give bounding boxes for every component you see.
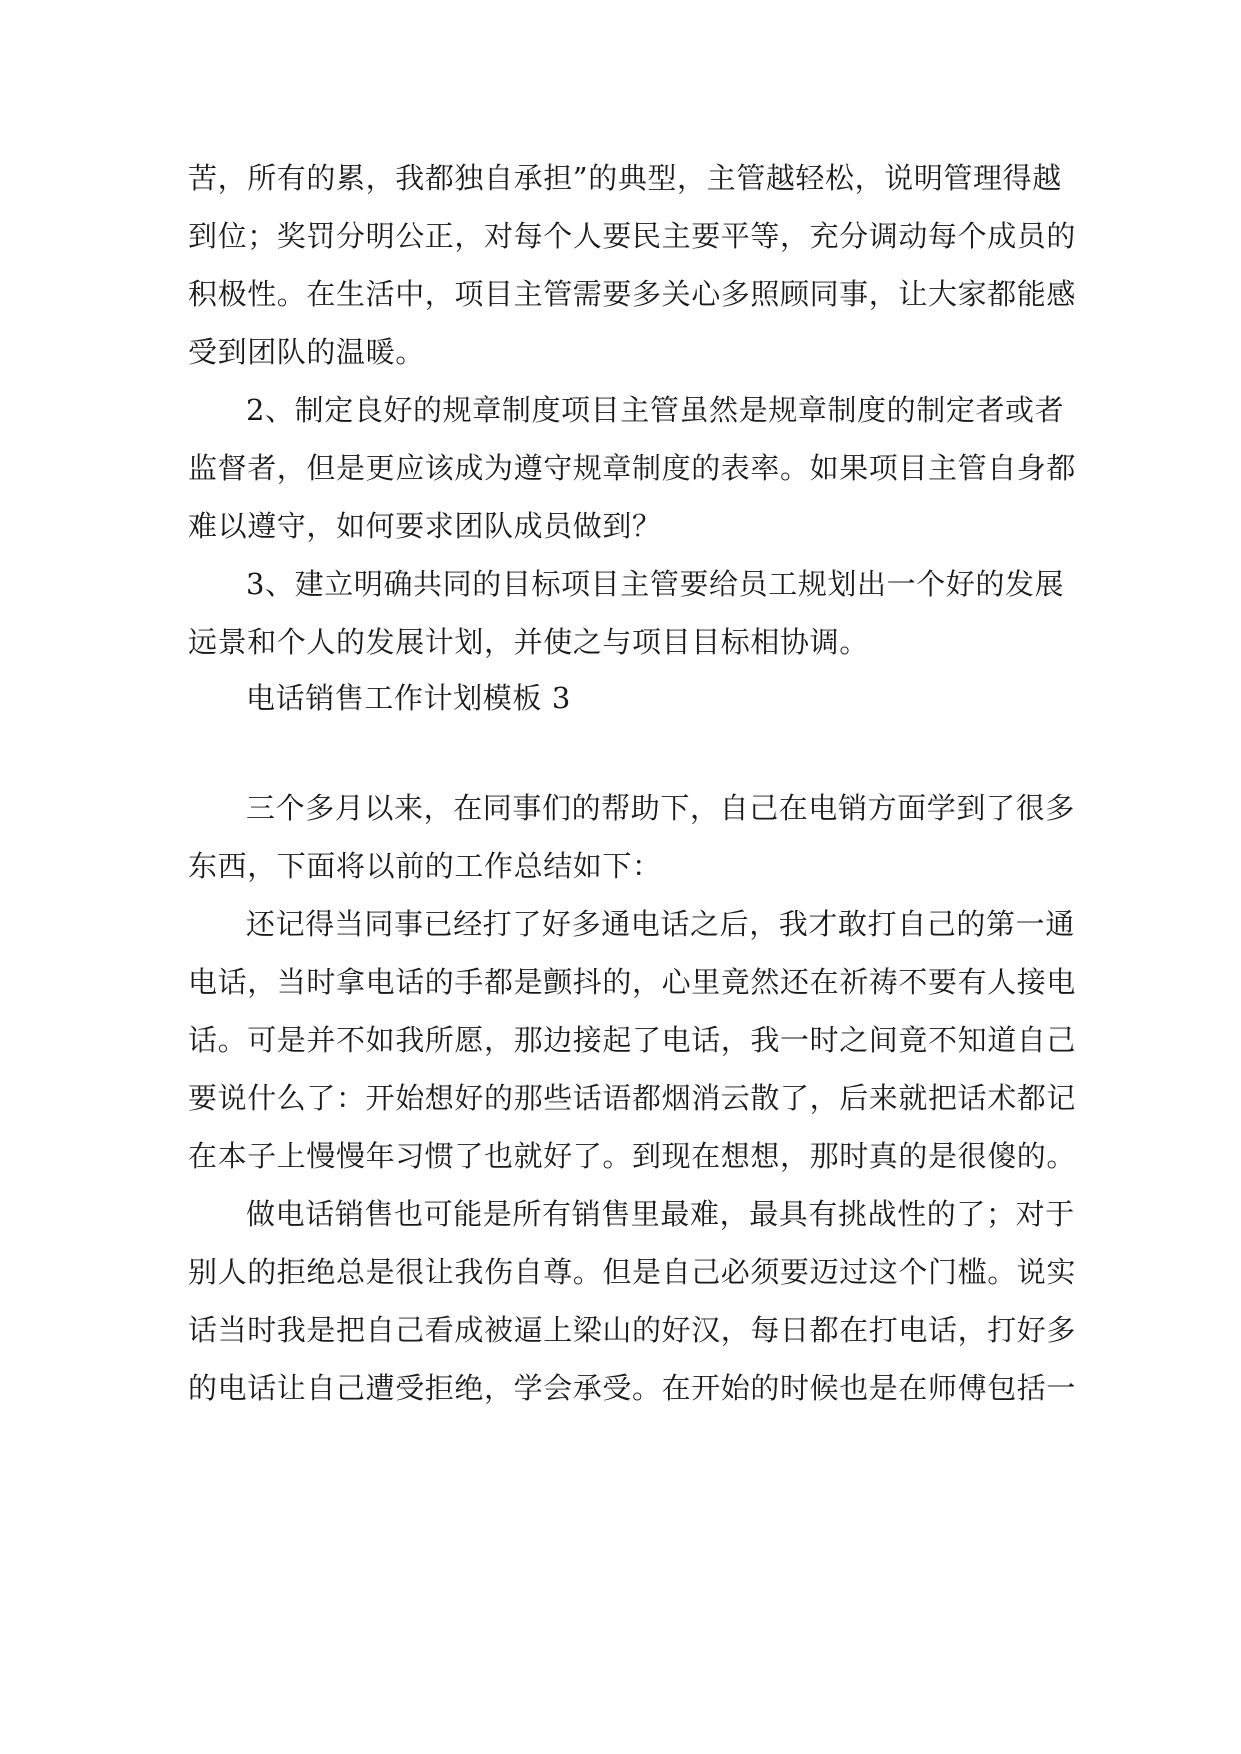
text-line: 的电话让自己遭受拒绝，学会承受。在开始的时候也是在师傅包括一 [188,1371,1077,1405]
text-line: 在本子上慢慢年习惯了也就好了。到现在想想，那时真的是很傻的。 [188,1139,1077,1173]
text-line: 电话，当时拿电话的手都是颤抖的，心里竟然还在祈祷不要有人接电 [188,965,1077,999]
text-line: 到位；奖罚分明公正，对每个人要民主要平等，充分调动每个成员的 [188,219,1077,253]
text-line: 苦，所有的累，我都独自承担”的典型，主管越轻松，说明管理得越 [188,161,1062,195]
text-line: 受到团队的温暖。 [188,335,425,369]
text-line: 难以遵守，如何要求团队成员做到？ [188,509,662,543]
text-line: 话当时我是把自己看成被逼上梁山的好汉，每日都在打电话，打好多 [188,1313,1077,1347]
text-line: 要说什么了：开始想好的那些话语都烟消云散了，后来就把话术都记 [188,1081,1077,1115]
text-line: 监督者，但是更应该成为遵守规章制度的表率。如果项目主管自身都 [188,451,1077,485]
text-line: 远景和个人的发展计划，并使之与项目目标相协调。 [188,625,869,659]
text-line: 三个多月以来，在同事们的帮助下，自己在电销方面学到了很多 [246,791,1075,825]
text-line: 话。可是并不如我所愿，那边接起了电话，我一时之间竟不知道自己 [188,1023,1077,1057]
text-line: 别人的拒绝总是很让我伤自尊。但是自己必须要迈过这个门槛。说实 [188,1255,1077,1289]
text-line: 积极性。在生活中，项目主管需要多关心多照顾同事，让大家都能感 [188,277,1077,311]
text-line: 东西，下面将以前的工作总结如下： [188,849,662,883]
text-line: 2、制定良好的规章制度项目主管虽然是规章制度的制定者或者 [246,393,1065,427]
text-line: 3、建立明确共同的目标项目主管要给员工规划出一个好的发展 [246,567,1065,601]
text-line: 还记得当同事已经打了好多通电话之后，我才敢打自己的第一通 [246,907,1075,941]
text-line: 做电话销售也可能是所有销售里最难，最具有挑战性的了；对于 [246,1197,1075,1231]
section-heading: 电话销售工作计划模板 3 [246,681,571,715]
